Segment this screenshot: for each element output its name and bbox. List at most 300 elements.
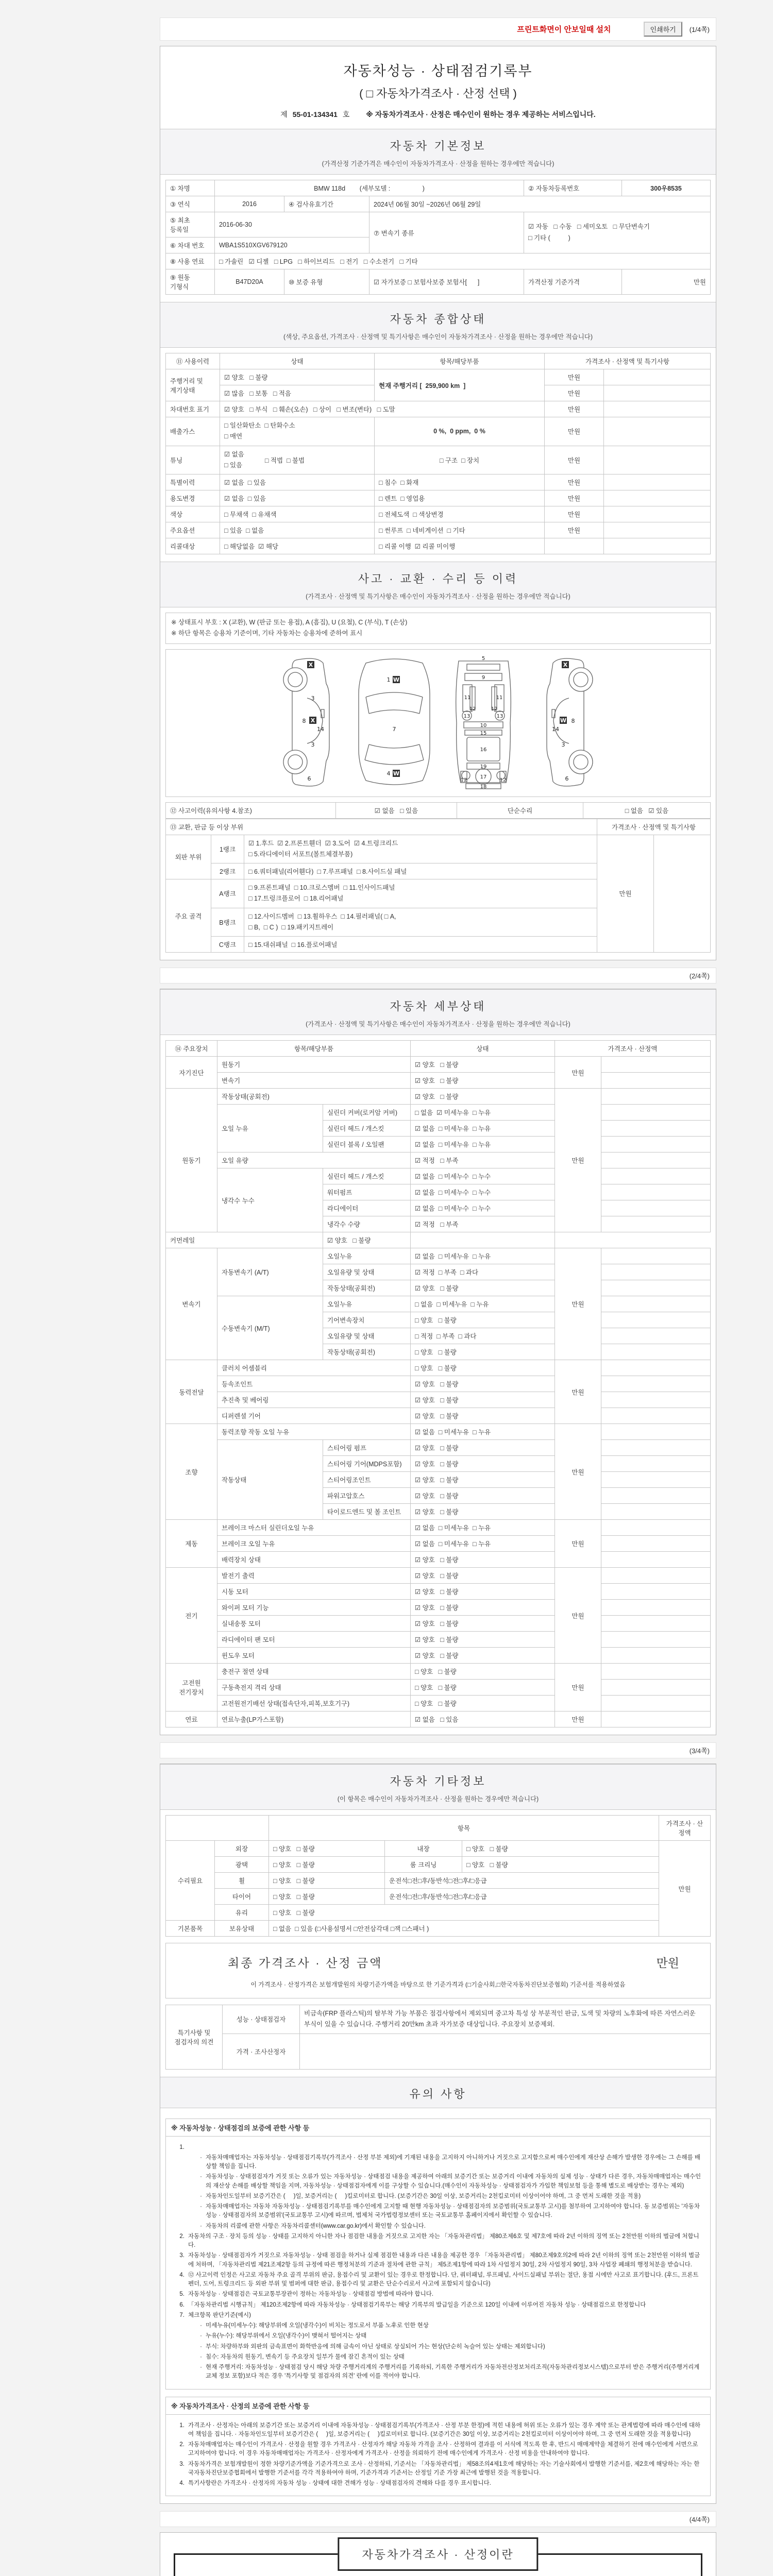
- status-options-cell[interactable]: ☑ 적정 □ 부족: [411, 1153, 555, 1168]
- status-options-cell[interactable]: ☑ 양호 □ 불량: [411, 1616, 555, 1632]
- etc-col-item: 항목: [269, 1816, 659, 1841]
- opinion-table: [165, 2005, 711, 2070]
- item-cell: 작동상태(공회전): [323, 1280, 411, 1296]
- col-usage-history: ⑪ 사용이력: [166, 353, 220, 369]
- item-cell: 시동 모터: [217, 1584, 411, 1600]
- status-options-cell[interactable]: □ 적정 □ 부족 □ 과다: [411, 1328, 555, 1344]
- price-blank-cell: [601, 1248, 711, 1264]
- item-cell: 냉각수 누수: [217, 1168, 323, 1232]
- panel-num: 13: [496, 713, 503, 719]
- price-blank-cell: [601, 1121, 711, 1137]
- item-cell: 동력조향 작동 오일 누유: [217, 1424, 411, 1440]
- detail-row: [166, 1711, 711, 1727]
- status-options-cell[interactable]: ☑ 양호 □ 불량: [411, 1584, 555, 1600]
- notice-line-text: [188, 2143, 703, 2152]
- panel-num: 12: [491, 706, 498, 712]
- notice-line-text: 미세누유(미세누수): 해당부위에 오일(냉각수)이 비치는 정도로서 부품 노후로 인한 현상: [206, 2323, 429, 2329]
- detail-row: [166, 1248, 711, 1264]
- detail-row: [166, 1408, 711, 1424]
- price-blank: [604, 385, 711, 401]
- polish-label: 광택: [215, 1857, 269, 1873]
- recall-item[interactable]: □ 리콜 이행 ☑ 리콜 미이행: [375, 538, 545, 554]
- inspector-opinion-label: 성능 · 상태점검자: [223, 2005, 300, 2034]
- doc-note: ※ 자동차가격조사 · 산정은 매수인이 원하는 경우 제공하는 서비스입니다.: [366, 110, 596, 118]
- car-damage-diagram: [165, 649, 711, 797]
- tuning-item[interactable]: □ 구조 □ 장치: [375, 446, 545, 474]
- wheel-label: 휠: [215, 1873, 269, 1889]
- item-cell: 오일누유: [323, 1248, 411, 1264]
- item-cell: 연료누출(LP가스포함): [217, 1711, 411, 1727]
- detail-row: [166, 1296, 711, 1312]
- item-cell: 스티어링 펌프: [323, 1440, 411, 1456]
- rankA-label: A랭크: [211, 879, 244, 908]
- panel-num: 13: [463, 713, 470, 719]
- print-toolbar: [160, 18, 716, 41]
- item-cell: 발전기 출력: [217, 1568, 411, 1584]
- transmission-options-line2[interactable]: □ 기타 ( ): [528, 234, 570, 242]
- rankB-items[interactable]: [244, 908, 597, 937]
- detail-row: [166, 1057, 711, 1073]
- etc-info-header: [160, 1764, 716, 1810]
- notice-line-text: 자동차매매업자는 자동차성능 · 상태점검기록부(가격조사 · 산정 부분 제외)에 기재된 내용을 고지하지 아니하거나 거짓으로 고지함으로써 매수인에게 재산상 손해가 발생한 경우에는 그 손해를 배상할 책임을 집니다.: [206, 2154, 701, 2170]
- base-price-label: 가격산정 기준가격: [524, 269, 622, 295]
- status-options-cell[interactable]: □ 양호 □ 불량: [411, 1664, 555, 1680]
- car-name-value: BMW 118d (세부모델 : ): [215, 180, 524, 196]
- mileage-status-2[interactable]: ☑ 많음 □ 보통 □ 적음: [220, 385, 375, 401]
- status-options-cell[interactable]: ☑ 적정 □ 부족: [411, 1216, 555, 1232]
- notice-line: [171, 2232, 703, 2250]
- accident-header: [160, 562, 716, 607]
- mark-right-door: W: [560, 717, 567, 724]
- price-blank-cell: [601, 1376, 711, 1392]
- detail-row: [166, 1360, 711, 1376]
- item-cell: 브레이크 마스터 실린더오일 누유: [217, 1520, 411, 1536]
- recall-status[interactable]: □ 해당없음 ☑ 해당: [220, 538, 375, 554]
- skin-group-label: 외판 부위: [166, 835, 211, 879]
- mileage-current: 현재 주행거리 [ 259,900 km ]: [375, 369, 545, 401]
- status-options-cell[interactable]: ☑ 양호 □ 불량: [411, 1488, 555, 1504]
- wheel-status[interactable]: □ 양호 □ 불량: [269, 1873, 385, 1889]
- special-history-label: 특별이력: [166, 474, 220, 490]
- exhaust-status[interactable]: [220, 417, 375, 446]
- doc-number-line: [160, 109, 716, 120]
- notice-line-text: 현재 주행거리: 자동차성능 · 상태점검 당시 해당 차량 주행거리계의 주행거리를 기록하되, 기록한 주행거리가 자동차전산정보처리조직(자동차관리정보시스템)으로부터 받은 주행거리(주행거리계 교체 정보 포함)보다 적은 경우 '특기사항 및 점검자의 의견' 란에 이를 적어야 합니다.: [206, 2364, 700, 2380]
- notice-line: [171, 2311, 703, 2320]
- status-options-cell[interactable]: ☑ 양호 □ 불량: [411, 1504, 555, 1520]
- rankA-items[interactable]: [244, 879, 597, 908]
- col-status: 상태: [411, 1041, 555, 1057]
- price-unit-cell: 만원: [545, 417, 604, 446]
- status-options-cell[interactable]: □ 없음 ☑ 미세누유 □ 누유: [411, 1105, 555, 1121]
- panel-num: 3: [561, 741, 565, 748]
- notice-line-text: 자동차의 구조 · 장치 등의 성능 · 상태를 고지하지 아니한 자나 점검한 내용을 거짓으로 고지한 자는 「자동차관리법」 제80조제6호 및 제7호에 따라 2년 이하의 징역 또는 2천만원 이하의 벌금에 처합니다.: [188, 2233, 699, 2249]
- price-blank-cell: [601, 1456, 711, 1472]
- panel-num: 12: [469, 706, 476, 712]
- status-options-cell[interactable]: ☑ 없음 □ 미세누수 □ 누수: [411, 1200, 555, 1216]
- exterior-status[interactable]: □ 양호 □ 불량: [269, 1841, 385, 1857]
- notice-line-text: ⑫ 사고이력 인정은 사고로 자동차 주요 골격 부위의 판금, 용접수리 및 교환이 있는 경우로 한정합니다. 단, 쿼터패널, 루프패널, 사이드실패널 부위는 절단, 용접 시에만 사고로 표기합니다. (후드, 프론트펜더, 도어, 트렁크리드 등 외판 부위 및 범퍼에 대한 판금, 용접수리 및 교환은 단순수리로서 사고에 포함되지 않습니다): [188, 2272, 699, 2287]
- status-options-cell[interactable]: □ 양호 □ 불량: [411, 1696, 555, 1711]
- notice-line-marker: 4.: [179, 2480, 184, 2487]
- doc-subtitle[interactable]: ( □ 자동차가격조사 · 산정 선택 ): [359, 87, 517, 100]
- final-price-note: 이 가격조사 · 산정가격은 보험개발원의 차량기준가액을 바탕으로 한 기준가격과 (□기술사회,□한국자동차진단보증협회) 기준서를 적용하였음: [250, 1981, 626, 1988]
- rankC-items[interactable]: □ 15.대쉬패널 □ 16.플로어패널: [244, 937, 597, 953]
- price-unit-cell: 만원: [555, 1424, 601, 1520]
- exhaust-label: 배출가스: [166, 417, 220, 446]
- transmission-options-line1[interactable]: ☑ 자동 □ 수동 □ 세미오토 □ 무단변속기: [528, 223, 650, 231]
- status-options-cell[interactable]: ☑ 양호 □ 불량: [411, 1552, 555, 1568]
- main-option-status[interactable]: □ 있음 □ 없음: [220, 522, 375, 538]
- document-column: [160, 0, 716, 2576]
- glass-status[interactable]: □ 양호 □ 불량: [269, 1905, 659, 1921]
- item-cell: 배력장치 상태: [217, 1552, 411, 1568]
- price-blank-cell: [601, 1073, 711, 1089]
- tuning-legal[interactable]: □ 적법 □ 불법: [264, 456, 305, 464]
- page-1: [160, 46, 716, 960]
- status-options-cell[interactable]: □ 양호 □ 불량: [411, 1312, 555, 1328]
- price-blank-cell: [601, 1184, 711, 1200]
- status-options-cell[interactable]: □ 양호 □ 불량: [411, 1344, 555, 1360]
- etc-header-blank: [166, 1816, 269, 1841]
- status-options-cell[interactable]: □ 양호 □ 불량: [411, 1680, 555, 1696]
- detail-row: [166, 1105, 711, 1121]
- print-helper-notice[interactable]: 프린트화면이 안보일때 설치: [517, 25, 611, 34]
- final-price-box: [165, 1943, 711, 1998]
- device-group-cell: 동력전달: [166, 1360, 217, 1424]
- col-appraisal: 가격조사 · 산정액: [555, 1041, 711, 1057]
- price-blank-cell: [601, 1105, 711, 1121]
- notice-line-marker: 1.: [179, 2422, 184, 2429]
- item-cell: 오일 누유: [217, 1105, 323, 1153]
- appraiser-opinion-label: 가격 · 조사산정자: [223, 2033, 300, 2069]
- notice-line-marker: ·: [200, 2174, 202, 2180]
- item-cell: 등속조인트: [217, 1376, 411, 1392]
- item-cell: 실린더 커버(로커암 커버): [323, 1105, 411, 1121]
- wheel-detail[interactable]: 운전석□전□후/동반석□전□후/□응급: [385, 1873, 659, 1889]
- status-options-cell[interactable]: ☑ 없음 □ 미세누수 □ 누수: [411, 1168, 555, 1184]
- notice-line-marker: ·: [200, 2323, 202, 2329]
- appraisal-explain-box: [174, 2548, 702, 2576]
- appraisal-explain-title: 자동차가격조사 · 산정이란: [338, 2537, 538, 2571]
- status-options-cell[interactable]: ☑ 적정 □ 부족 □ 과다: [411, 1264, 555, 1280]
- notice-line-text: 자동차인도일부터 보증기간은 ( )일, 보증거리는 ( )킬로미터로 합니다. (보증기간은 30일 이상, 보증거리는 2천킬로미터 이상이어야 하며, 그 중 먼저 도래한 것을 적용): [206, 2193, 641, 2199]
- device-group-cell: 연료: [166, 1711, 217, 1727]
- notice-line: [171, 2343, 703, 2351]
- notice-line: [171, 2353, 703, 2362]
- status-options-cell[interactable]: ☑ 양호 □ 불량: [411, 1600, 555, 1616]
- price-blank-cell: [601, 1360, 711, 1376]
- price-blank-cell: [601, 1616, 711, 1632]
- panel-num: 17: [480, 774, 487, 780]
- reg-no-label: ② 자동차등록번호: [524, 180, 622, 196]
- rank2-items[interactable]: □ 6.쿼터패널(리어휀다) □ 7.루프패널 □ 8.사이드실 패널: [244, 863, 597, 879]
- tuning-none[interactable]: ☑ 없음: [224, 450, 244, 458]
- usage-change-item[interactable]: □ 렌트 □ 영업용: [375, 490, 545, 506]
- item-cell: 오일유량 및 상태: [323, 1328, 411, 1344]
- tuning-status[interactable]: [220, 446, 375, 474]
- detail-row: [166, 1376, 711, 1392]
- detail-row: [166, 1568, 711, 1584]
- device-group-cell: 제동: [166, 1520, 217, 1568]
- notice-line-text: 침수: 자동차의 원동기, 변속기 등 주요장치 일부가 물에 잠긴 흔적이 있는 상태: [206, 2353, 405, 2360]
- notice-line-text: 자동차성능 · 상태점검은 국토교통부장관이 정하는 자동차성능 · 상태점검 방법에 따라야 합니다.: [188, 2291, 434, 2298]
- status-options-cell[interactable]: ☑ 없음 □ 미세누유 □ 누유: [411, 1248, 555, 1264]
- detail-state-title: 자동차 세부상태: [390, 1000, 486, 1013]
- price-blank-cell: [601, 1392, 711, 1408]
- detail-row: [166, 1153, 711, 1168]
- notice-title: 유의 사항: [409, 2087, 467, 2100]
- exhaust-status-line2[interactable]: □ 매연: [224, 433, 243, 440]
- status-options-cell[interactable]: ☑ 양호 □ 불량: [411, 1456, 555, 1472]
- item-cell: 워터펌프: [323, 1184, 411, 1200]
- usage-change-status[interactable]: ☑ 없음 □ 있음: [220, 490, 375, 506]
- price-unit-cell: 만원: [555, 1711, 601, 1727]
- notice-block1-list: [165, 2137, 711, 2389]
- detail-row: [166, 1664, 711, 1680]
- tuning-label: 튜닝: [166, 446, 220, 474]
- price-unit-cell: 만원: [545, 522, 604, 538]
- notice-line: [171, 2143, 703, 2152]
- transmission-label: ⑦ 변속기 종류: [369, 212, 524, 253]
- notice-line-text: 자동차성능 · 상태점검자가 거짓으로 자동차성능 · 상태 점검을 하거나 실제 점검한 내용과 다른 내용을 제공한 경우 「자동차관리법」 제80조제9호의2에 따라 2년 이하의 징역 또는 2천만원 이하의 벌금에 처하며, 「자동차관리법 제21조제2항 등의 규정에 따른 행정처분의 기준과 절차에 관한 규칙」 제5조제1항에 따라 1차 사업정지 30일, 2차 사업정지 90일, 3차 사업장 폐쇄의 행정처분을 받습니다.: [188, 2252, 700, 2268]
- panel-num: 6: [565, 775, 569, 782]
- status-options-cell[interactable]: □ 양호 □ 불량: [411, 1360, 555, 1376]
- color-item[interactable]: □ 전체도색 □ 색상변경: [375, 506, 545, 522]
- price-unit-cell: 만원: [545, 385, 604, 401]
- notice-line-marker: 5.: [179, 2291, 184, 2298]
- vin-mark-label: 차대번호 표기: [166, 401, 220, 417]
- tire-status[interactable]: □ 양호 □ 불량: [269, 1889, 385, 1905]
- color-status[interactable]: □ 무채색 □ 유채색: [220, 506, 375, 522]
- notice-line-marker: 1.: [179, 2144, 184, 2150]
- item-cell: 작동상태: [217, 1440, 323, 1520]
- notice-line: [171, 2479, 703, 2488]
- notice-line-marker: 7.: [179, 2312, 184, 2318]
- price-unit-cell: 만원: [555, 1057, 601, 1089]
- price-blank: [604, 538, 711, 554]
- page-marker-3: (3/4쪽): [160, 1742, 716, 1758]
- status-options-cell[interactable]: ☑ 양호 □ 불량: [411, 1280, 555, 1296]
- price-blank-cell: [601, 1168, 711, 1184]
- status-options-cell[interactable]: ☑ 양호 □ 불량: [411, 1632, 555, 1648]
- exhaust-status-line1[interactable]: □ 일산화탄소 □ 탄화수소: [224, 422, 295, 429]
- status-options-cell[interactable]: ☑ 양호 □ 불량: [411, 1472, 555, 1488]
- notice-line: [171, 2460, 703, 2478]
- transmission-options[interactable]: [524, 212, 711, 253]
- detail-row: [166, 1232, 711, 1248]
- price-unit-cell: 만원: [555, 1520, 601, 1568]
- item-cell: 윈도우 모터: [217, 1648, 411, 1664]
- panel-num: 4: [386, 770, 391, 777]
- status-options-cell[interactable]: ☑ 양호 □ 불량: [411, 1408, 555, 1424]
- mark-right-fender: X: [563, 661, 568, 668]
- reg-no-value: 300우8535: [622, 180, 711, 196]
- status-options-cell[interactable]: ☑ 양호 □ 불량: [411, 1440, 555, 1456]
- price-blank-cell: [601, 1711, 711, 1727]
- status-options-cell[interactable]: ☑ 양호 □ 불량: [411, 1392, 555, 1408]
- item-cell: 변속기: [217, 1073, 411, 1089]
- notice-block2-title: ※ 자동차가격조사 · 산정의 보증에 관한 사항 등: [165, 2397, 711, 2415]
- item-cell: 파워고압호스: [323, 1488, 411, 1504]
- item-cell: 브레이크 오일 누유: [217, 1536, 411, 1552]
- notice-block1-title: ※ 자동차성능 · 상태점검의 보증에 관한 사항 등: [165, 2119, 711, 2137]
- accident-history-label: ⑫ 사고이력(유의사항 4.참조): [166, 802, 336, 818]
- status-options-cell[interactable]: ☑ 없음 □ 미세누유 □ 누유: [411, 1121, 555, 1137]
- price-blank-cell: [601, 1664, 711, 1680]
- notice-line: [171, 2173, 703, 2191]
- mark-left-fender: X: [308, 661, 313, 668]
- simple-repair-status[interactable]: □ 없음 ☑ 있음: [583, 802, 711, 818]
- price-blank: [604, 490, 711, 506]
- room-cleaning-status[interactable]: □ 양호 □ 불량: [462, 1857, 659, 1873]
- exterior-label: 외장: [215, 1841, 269, 1857]
- status-options-cell[interactable]: ☑ 없음 □ 미세누수 □ 누수: [411, 1184, 555, 1200]
- panel-num: 8: [571, 717, 575, 724]
- price-blank-cell: [601, 1296, 711, 1312]
- price-blank: [604, 506, 711, 522]
- interior-status[interactable]: □ 양호 □ 불량: [462, 1841, 659, 1857]
- notice-line-marker: 3.: [179, 2461, 184, 2467]
- price-blank-cell: [601, 1440, 711, 1456]
- status-options-cell[interactable]: ☑ 양호 □ 불량: [411, 1057, 555, 1073]
- status-options-cell[interactable]: □ 없음 □ 미세누유 □ 누유: [411, 1296, 555, 1312]
- notice-line: [171, 2251, 703, 2269]
- panel-num: 11: [496, 694, 503, 701]
- etc-info-title: 자동차 기타정보: [390, 1775, 486, 1788]
- vin-mark-status[interactable]: ☑ 양호 □ 부식 □ 훼손(오손) □ 상이 □ 변조(변타) □ 도말: [220, 401, 545, 417]
- item-cell: 와이퍼 모터 기능: [217, 1600, 411, 1616]
- detail-row: [166, 1632, 711, 1648]
- status-options-cell[interactable]: ☑ 양호 □ 불량: [411, 1648, 555, 1664]
- price-blank: [545, 538, 604, 554]
- price-blank: [604, 474, 711, 490]
- basic-info-table: [165, 180, 711, 295]
- item-cell: 디퍼렌셜 기어: [217, 1408, 411, 1424]
- notice-line-text: 자동차매매업자는 매수인이 가격조사 · 산정을 원할 경우 가격조사 · 산정자가 해당 자동차 가격을 조사 · 산정하여 결과를 이 서식에 적도록 한 후, 반드시 매매계약을 체결하기 전에 매수인에게 서면으로 고지하여야 합니다. 이 경우 자동차매매업자는 가격조사 · 산정자에게 가격조사 · 산정을 의뢰하기 전에 매수인에게 가격조사 · 산정 비용을 안내하여야 합니다.: [188, 2442, 698, 2457]
- price-unit-cell: 만원: [555, 1568, 601, 1664]
- price-blank: [604, 417, 711, 446]
- engine-type-value: B47D20A: [215, 269, 284, 295]
- panel-num: 14: [552, 725, 559, 733]
- col-price-note: 가격조사 · 산정액 및 특기사항: [545, 353, 711, 369]
- price-blank-cell: [601, 1552, 711, 1568]
- panel-num: 18: [480, 784, 487, 790]
- notice-block2-list: [165, 2415, 711, 2497]
- keep-state-status[interactable]: □ 없음 □ 있음 (□사용설명서 □안전삼각대 □잭 □스패너 ): [269, 1921, 659, 1937]
- opinion-group-label: 특기사항 및 점검자의 의견: [166, 2005, 223, 2070]
- rankC-label: C랭크: [211, 937, 244, 953]
- notice-line-marker: ·: [200, 2193, 202, 2199]
- price-blank-cell: [601, 1504, 711, 1520]
- special-history-item[interactable]: □ 침수 □ 화재: [375, 474, 545, 490]
- engine-type-label: ⑨ 원동 기형식: [166, 269, 215, 295]
- status-options-cell[interactable]: ☑ 양호 □ 불량: [411, 1376, 555, 1392]
- item-cell: 기어변속장치: [323, 1312, 411, 1328]
- rank1-line2[interactable]: □ 5.라디에이터 서포트(볼트체결부품): [248, 850, 353, 858]
- price-blank: [604, 401, 711, 417]
- print-button[interactable]: 인쇄하기: [644, 22, 682, 37]
- overall-state-subtitle: (색상, 주요옵션, 가격조사 · 산정액 및 특기사항은 매수인이 자동차가격조사 · 산정을 원하는 경우에만 적습니다): [283, 333, 593, 341]
- inspection-label: ④ 검사유효기간: [284, 196, 369, 212]
- device-group-cell: 변속기: [166, 1248, 217, 1360]
- item-cell: 충전구 절연 상태: [217, 1664, 411, 1680]
- exhaust-values: 0 %, 0 ppm, 0 %: [375, 417, 545, 446]
- fuel-label: ⑧ 사용 연료: [166, 253, 215, 269]
- notice-line-text: 가격조사 · 산정자는 아래의 보증기간 또는 보증거리 이내에 자동차성능 · 상태점검기록부(가격조사 · 산정 부분 한정)에 적힌 내용에 허위 또는 오류가 있는 경우 계약 또는 관계법령에 따라 매수인에 대하여 책임을 집니다. · 자동차인도일부터 보증기간은 ( )일, 보증거리는 ( )킬로미터로 합니다. (보증기간은 30일 이상, 보증거리는 2천킬로미터 이상이어야 하며, 그 중 먼저 도래한 것을 적용합니다): [188, 2422, 701, 2437]
- detail-row: [166, 1520, 711, 1536]
- price-blank-cell: [601, 1632, 711, 1648]
- doc-title: 자동차성능 · 상태점검기록부: [343, 63, 533, 79]
- status-code-line2: ※ 하단 항목은 승용차 기준이며, 기타 자동차는 승용차에 준하여 표시: [171, 630, 363, 637]
- rankA-line2[interactable]: □ 17.트렁크플로어 □ 18.리어패널: [248, 895, 344, 903]
- status-options-cell[interactable]: ☑ 없음 □ 있음: [411, 1711, 555, 1727]
- final-price-unit: 만원: [656, 1956, 679, 1970]
- status-options-cell[interactable]: ☑ 없음 □ 미세누유 □ 누유: [411, 1424, 555, 1440]
- accident-title: 사고 · 교환 · 수리 등 이력: [358, 572, 518, 585]
- polish-status[interactable]: □ 양호 □ 불량: [269, 1857, 385, 1873]
- rank1-items[interactable]: [244, 835, 597, 863]
- status-options-cell[interactable]: ☑ 양호 □ 불량: [411, 1089, 555, 1105]
- main-option-label: 주요옵션: [166, 522, 220, 538]
- tire-detail[interactable]: 운전석□전□후/동반석□전□후/□응급: [385, 1889, 659, 1905]
- status-options-cell[interactable]: ☑ 양호 □ 불량: [411, 1568, 555, 1584]
- rankB-line1[interactable]: □ 12.사이드멤버 □ 13.휠하우스 □ 14.필러패널( □ A,: [248, 912, 396, 920]
- col-item-part: 항목/해당부품: [375, 353, 545, 369]
- notice-line: [171, 2154, 703, 2172]
- tuning-exist[interactable]: □ 있음: [224, 461, 243, 469]
- fuel-options[interactable]: □ 가솔린 ☑ 디젤 □ LPG □ 하이브리드 □ 전기 □ 수소전기 □ 기타: [215, 253, 711, 269]
- exchange-price-header: 가격조사 · 산정액 및 특기사항: [597, 819, 711, 835]
- item-cell: 실린더 헤드 / 개스킷: [323, 1168, 411, 1184]
- price-unit-cell: 만원: [545, 474, 604, 490]
- status-options-cell[interactable]: ☑ 없음 □ 미세누유 □ 누유: [411, 1536, 555, 1552]
- notice-line-marker: 2.: [179, 2233, 184, 2240]
- price-blank-cell: [601, 1328, 711, 1344]
- status-options-cell[interactable]: ☑ 없음 □ 미세누유 □ 누유: [411, 1137, 555, 1153]
- special-history-status[interactable]: ☑ 없음 □ 있음: [220, 474, 375, 490]
- panel-num: 15: [480, 730, 487, 736]
- mileage-status-1[interactable]: ☑ 양호 □ 불량: [220, 369, 375, 385]
- etc-price-unit: 만원: [659, 1841, 711, 1937]
- notice-line-marker: 4.: [179, 2272, 184, 2278]
- price-blank-cell: [601, 1648, 711, 1664]
- accident-history-status[interactable]: ☑ 없음 □ 있음: [336, 802, 457, 818]
- inspection-value: 2024년 06월 30일 ~2026년 06월 29일: [369, 196, 711, 212]
- rank1-line1[interactable]: ☑ 1.후드 ☑ 2.프론트휀더 ☑ 3.도어 ☑ 4.트렁크리드: [248, 839, 398, 847]
- item-cell: 라디에이터: [323, 1200, 411, 1216]
- status-options-cell[interactable]: ☑ 양호 □ 불량: [411, 1073, 555, 1089]
- device-group-cell: 자기진단: [166, 1057, 217, 1089]
- color-label: 색상: [166, 506, 220, 522]
- warranty-options[interactable]: ☑ 자가보증 □ 보험사보증 보험사[ ]: [369, 269, 524, 295]
- price-blank-cell: [601, 1424, 711, 1440]
- notice-line: [171, 2332, 703, 2341]
- rankB-line2[interactable]: □ B, □ C ) □ 19.패키지트레이: [248, 923, 334, 931]
- room-cleaning-label: 룸 크리닝: [385, 1857, 462, 1873]
- item-cell: 고전원전기배선 상태(접속단자,피복,보호기구): [217, 1696, 411, 1711]
- notice-line-text: 누유(누수): 해당부위에서 오일(냉각수)이 맺혀서 떨어지는 상태: [206, 2333, 367, 2340]
- rankA-line1[interactable]: □ 9.프론트패널 □ 10.크로스멤버 □ 11.인사이드패널: [248, 884, 395, 891]
- item-cell: 수동변속기 (M/T): [217, 1296, 323, 1360]
- device-group-cell: 전기: [166, 1568, 217, 1664]
- detail-row: [166, 1552, 711, 1568]
- price-blank-cell: [601, 1264, 711, 1280]
- panel-num: 16: [480, 747, 487, 753]
- panel-num: 9: [481, 674, 485, 681]
- status-options-cell[interactable]: ☑ 없음 □ 미세누유 □ 누유: [411, 1520, 555, 1536]
- main-option-item[interactable]: □ 썬루프 □ 네비게이션 □ 기타: [375, 522, 545, 538]
- status-options-cell[interactable]: ☑ 양호 □ 불량: [323, 1232, 411, 1248]
